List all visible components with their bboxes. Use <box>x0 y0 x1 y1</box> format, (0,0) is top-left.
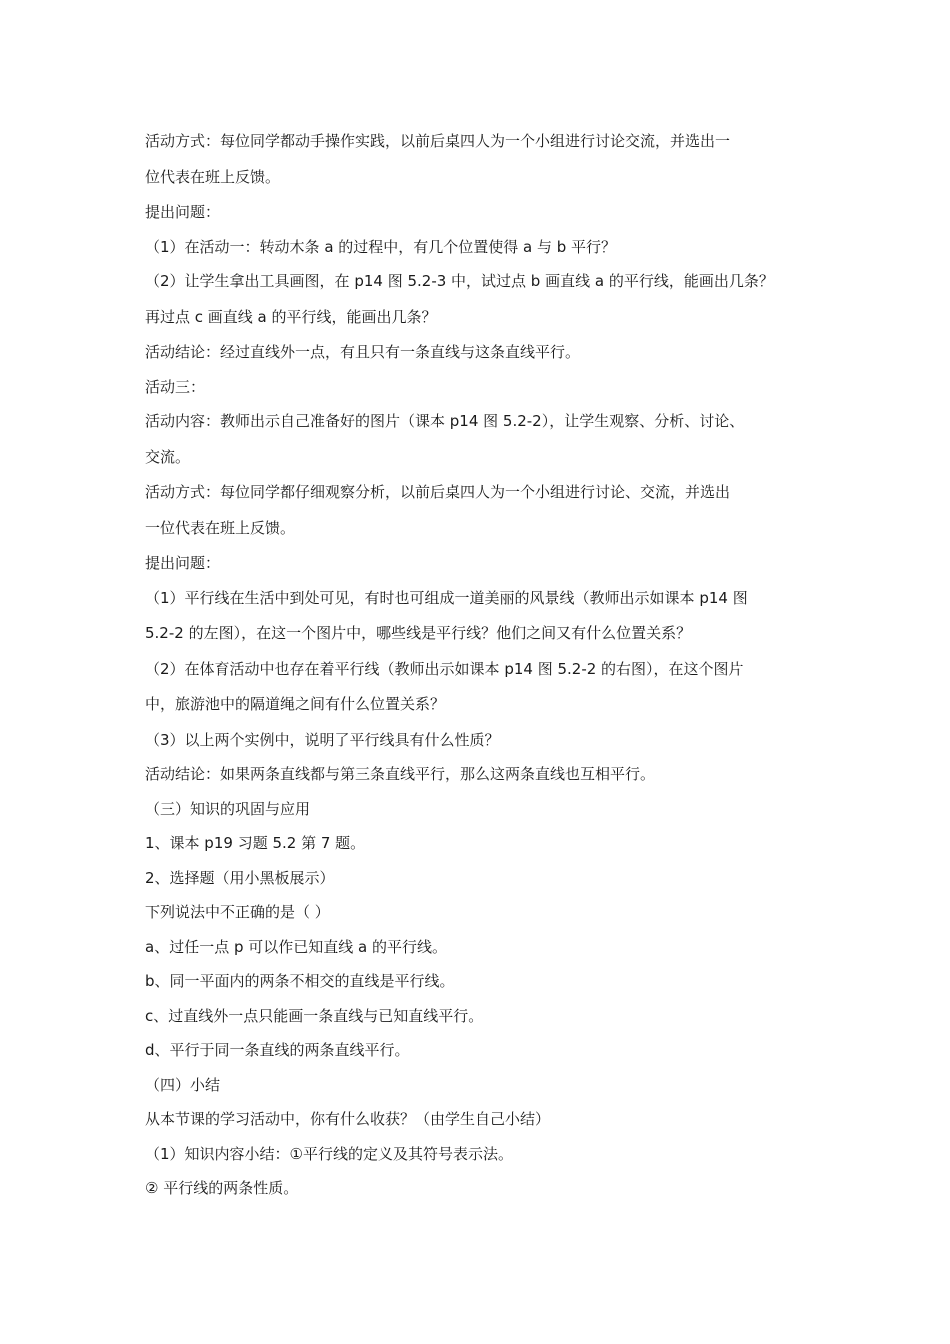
text-line: 再过点 c 画直线 a 的平行线，能画出几条？ <box>145 307 437 326</box>
document-body <box>145 124 815 1206</box>
text-line: （1）平行线在生活中到处可见，有时也可组成一道美丽的风景线（教师出示如课本 p14 图 <box>145 588 748 607</box>
text-line: 从本节课的学习活动中，你有什么收获？（由学生自己小结） <box>145 1110 551 1128</box>
text-line: 活动结论：经过直线外一点，有且只有一条直线与这条直线平行。 <box>145 343 581 361</box>
text-line: 1、课本 p19 习题 5.2 第 7 题。 <box>145 834 366 852</box>
text-line: 活动方式：每位同学都仔细观察分析，以前后桌四人为一个小组进行讨论、交流，并选出 <box>145 483 731 501</box>
text-line: c、过直线外一点只能画一条直线与已知直线平行。 <box>145 1006 484 1025</box>
text-line: 活动方式：每位同学都动手操作实践，以前后桌四人为一个小组进行讨论交流，并选出一 <box>145 132 731 150</box>
text-line: 5.2-2 的左图），在这一个图片中，哪些线是平行线？他们之间又有什么位置关系？ <box>145 624 692 642</box>
text-line: （3）以上两个实例中，说明了平行线具有什么性质？ <box>145 730 500 749</box>
text-line: （三）知识的巩固与应用 <box>145 799 311 818</box>
text-line: 中，旅游池中的隔道绳之间有什么位置关系？ <box>145 695 446 713</box>
text-line: （四）小结 <box>145 1075 221 1094</box>
text-line: 位代表在班上反馈。 <box>145 167 281 186</box>
text-line: 交流。 <box>145 447 191 466</box>
text-line: （1）知识内容小结：①平行线的定义及其符号表示法。 <box>145 1144 513 1163</box>
text-line: 一位代表在班上反馈。 <box>145 518 296 537</box>
text-line: 提出问题： <box>145 554 221 572</box>
text-line: 活动内容：教师出示自己准备好的图片（课本 p14 图 5.2-2），让学生观察、分析、讨论、 <box>145 412 745 430</box>
text-line: a、过任一点 p 可以作已知直线 a 的平行线。 <box>145 937 447 956</box>
text-line: 活动结论：如果两条直线都与第三条直线平行，那么这两条直线也互相平行。 <box>145 765 656 783</box>
text-line: 下列说法中不正确的是（ ） <box>145 903 330 921</box>
text-line: 提出问题： <box>145 203 221 221</box>
text-line: 2、选择题（用小黑板展示） <box>145 868 335 887</box>
text-line: （2）在体育活动中也存在着平行线（教师出示如课本 p14 图 5.2-2 的右图），在这个图片 <box>145 659 744 678</box>
text-line: （2）让学生拿出工具画图，在 p14 图 5.2-3 中，试过点 b 画直线 a 的平行线，能画出几条？ <box>145 272 774 290</box>
text-line: ② 平行线的两条性质。 <box>145 1179 299 1197</box>
text-line: b、同一平面内的两条不相交的直线是平行线。 <box>145 972 455 990</box>
text-line: 活动三： <box>145 377 206 396</box>
text-line: d、平行于同一条直线的两条直线平行。 <box>145 1041 410 1059</box>
text-line: （1）在活动一：转动木条 a 的过程中，有几个位置使得 a 与 b 平行？ <box>145 237 617 256</box>
